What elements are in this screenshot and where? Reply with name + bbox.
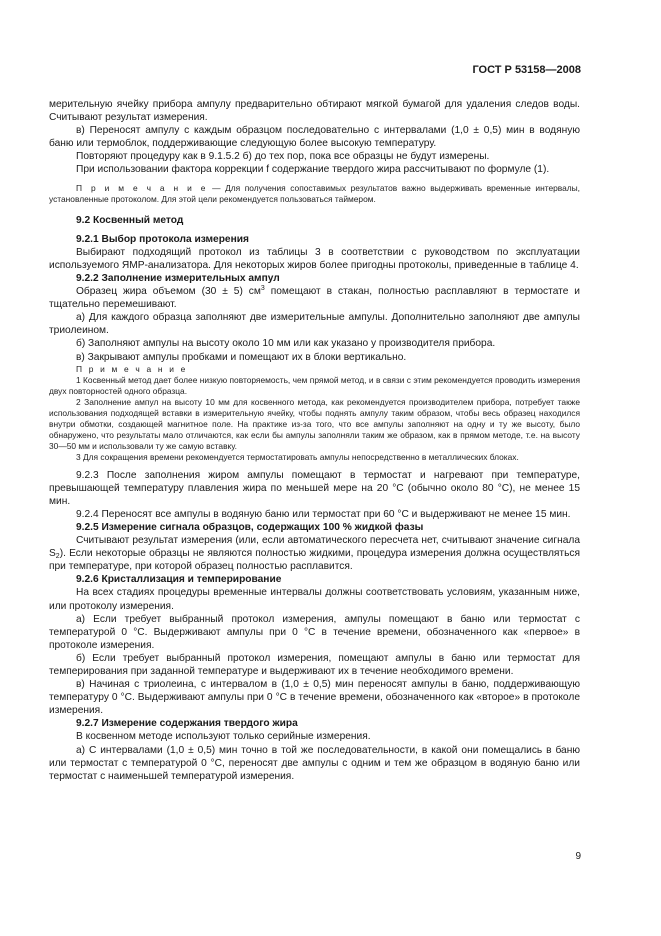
paragraph: Выбирают подходящий протокол из таблицы 3 в соответствии с руководством по эксплуатации используемого ЯМР-анализатора. Для некоторых жиров более пригодны протоколы, приведенные в таблице 4.: [49, 246, 580, 271]
list-item-v: в) Закрывают ампулы пробками и помещают их в блоки вертикально.: [76, 351, 407, 363]
paragraph: мерительную ячейку прибора ампулу предварительно обтирают мягкой бумагой для удаления следов воды. Считывают результат измерения.: [49, 99, 580, 124]
document-id-header: ГОСТ Р 53158—2008: [472, 64, 581, 76]
paragraph-9-2-3: 9.2.3 После заполнения жиром ампулы помещают в термостат и нагревают при температуре, превышающей температуру плавления жира по меньшей мере на 20 °С (обычно около 80 °С), не менее 15 мин.: [49, 469, 580, 507]
section-heading-9-2: 9.2 Косвенный метод: [76, 214, 184, 226]
paragraph: На всех стадиях процедуры временные интервалы должны соответствовать условиям, указанным ниже, или протоколу измерения.: [49, 587, 580, 612]
list-item-a: а) С интервалами (1,0 ± 0,5) мин точно в той же последовательности, в какой они помещались в баню или термостат с температурой 0 °С, переносят две ампулы с одним и тем же образцом в водяную баню или термостат с наименьшей температурой измерения.: [49, 744, 580, 782]
list-item-v: в) Переносят ампулу с каждым образцом последовательно с интервалами (1,0 ± 0,5) мин в водяную баню или термоблок, поддерживающие следующую более высокую температуру.: [49, 125, 580, 150]
page-number: 9: [575, 851, 581, 862]
note-label: П р и м е ч а н и е: [76, 182, 208, 193]
list-item-v: в) Начиная с триолеина, с интервалом в (1,0 ± 0,5) мин переносят ампулы в баню, поддерживающую температуру 0 °С. Выдерживают ампулы при 0 °С в течение времени, обозначенного как «второе» в протоколе измерения.: [49, 679, 580, 717]
section-heading-9-2-1: 9.2.1 Выбор протокола измерения: [76, 233, 249, 245]
section-heading-9-2-6: 9.2.6 Кристаллизация и темперирование: [76, 574, 282, 586]
section-heading-9-2-5: 9.2.5 Измерение сигнала образцов, содержащих 100 % жидкой фазы: [76, 521, 424, 533]
list-item-b: б) Заполняют ампулы на высоту около 10 мм или как указано у производителя прибора.: [76, 338, 496, 350]
section-heading-9-2-2: 9.2.2 Заполнение измерительных ампул: [76, 272, 280, 284]
note-3: 3 Для сокращения времени рекомендуется термостатировать ампулы непосредственно в металлических блоках.: [76, 451, 519, 462]
list-item-a: а) Для каждого образца заполняют две измерительные ампулы. Дополнительно заполняют две ампулы триолеином.: [49, 312, 580, 337]
note: [49, 183, 580, 205]
section-heading-9-2-7: 9.2.7 Измерение содержания твердого жира: [76, 718, 298, 730]
paragraph: При использовании фактора коррекции f содержание твердого жира рассчитывают по формуле (1).: [76, 164, 550, 176]
list-item-b: б) Если требует выбранный протокол измерения, помещают ампулы в баню или термостат для темперирования при заданной температуре и выдерживают их в течение необходимого времени.: [49, 652, 580, 677]
list-item-a: а) Если требует выбранный протокол измерения, ампулы помещают в баню или термостат с температурой 0 °С. Выдерживают ампулы при 0 °С в течение времени, обозначенного как «первое» в протоколе измерения.: [49, 613, 580, 651]
note-1: 1 Косвенный метод дает более низкую повторяемость, чем прямой метод, и в связи с этим рекомендуется проводить измерения двух повторностей одного образца.: [49, 374, 580, 396]
note-text: — Для получения сопоставимых результатов важно выдерживать временные интервалы, установленные протоколом. Для этой цели рекомендуется пользоваться таймером.: [49, 182, 581, 204]
paragraph: В косвенном методе используют только серийные измерения.: [76, 731, 371, 743]
paragraph: Считывают результат измерения (или, если автоматического пересчета нет, считывают значение сигнала $S_2$). Если некоторые образцы не являются полностью жидкими, процедура измерения должна осуществляться при температуре, при которой образец полностью расплавится.: [49, 535, 580, 573]
page-content: [49, 98, 580, 783]
paragraph: Образец жира объемом (30 ± 5) $см^3$ помещают в стакан, полностью расплавляют в термостате и тщательно перемешивают.: [49, 285, 580, 311]
note-2: 2 Заполнение ампул на высоту 10 мм для косвенного метода, как рекомендуется производителем прибора, потребует также использования подходящей вставки в измерительную ячейку, чтобы поднять ампулу таким образом, чтобы весь образец находился внутри обмотки, создающей магнитное поле. На практике из-за того, что все ампулы заполняют на одну и ту же высоту, было обнаружено, что результаты мало отличаются, как если бы ампулы заполняли таким же образом, как в прямом методе, т.е. на высоту 30—50 мм и использовали ту же самую вставку.: [49, 396, 580, 451]
notes-label: П р и м е ч а н и е: [76, 363, 188, 374]
paragraph-9-2-4: 9.2.4 Переносят все ампулы в водяную баню или термостат при 60 °С и выдерживают не менее 15 мин.: [76, 508, 571, 520]
paragraph: Повторяют процедуру как в 9.1.5.2 б) до тех пор, пока все образцы не будут измерены.: [76, 151, 490, 163]
